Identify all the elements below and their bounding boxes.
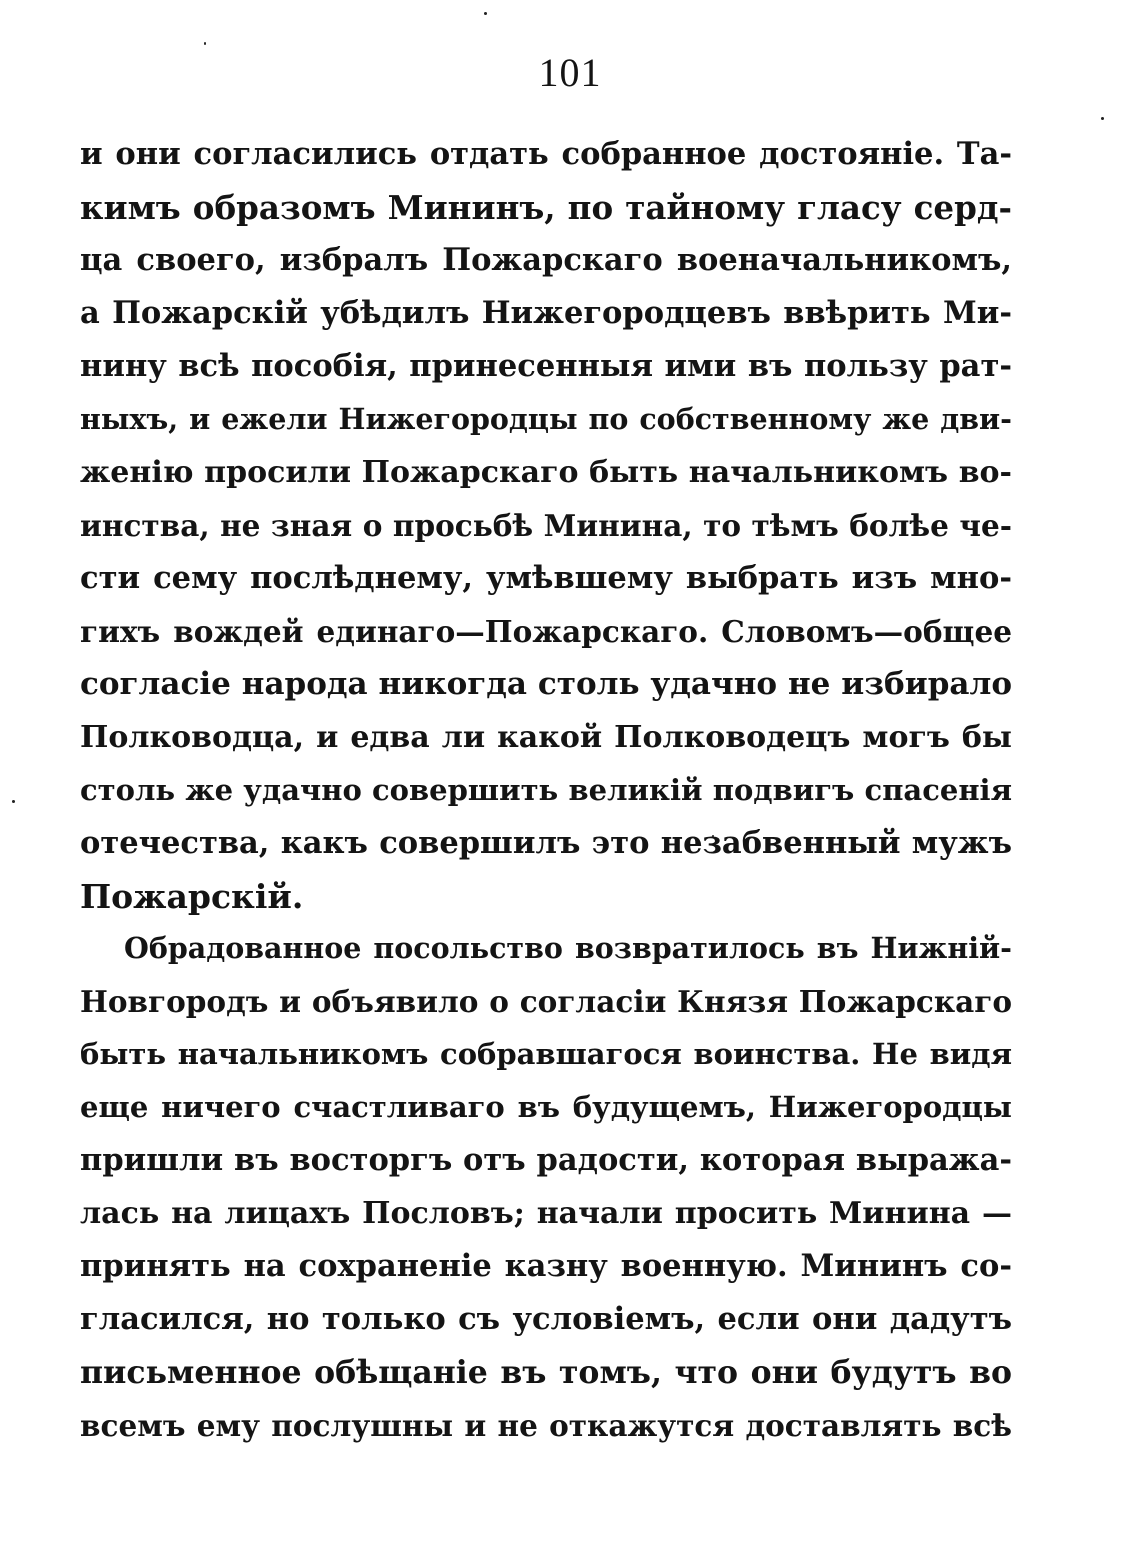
text-line: сти сему послѣднему, умѣвшему выбрать изъ мно-: [80, 560, 1012, 596]
text-line: Пожарскій.: [80, 877, 304, 916]
text-line: а Пожарскій убѣдилъ Нижегородцевъ ввѣрить Ми-: [80, 295, 1012, 331]
text-line: письменное обѣщаніе въ томъ, что они будутъ во: [80, 1354, 1012, 1391]
text-line: лась на лицахъ Пословъ; начали просить Минина —: [80, 1196, 1012, 1231]
text-line: инства, не зная о просьбѣ Минина, то тѣмъ болѣе че-: [80, 508, 1012, 543]
text-line: женію просили Пожарскаго быть начальникомъ во-: [80, 455, 1012, 490]
text-line: и они согласились отдать собранное достояніе. Та-: [80, 136, 1012, 172]
text-line: всемъ ему послушны и не откажутся доставлять всѣ: [80, 1408, 1012, 1443]
print-speck: [1101, 117, 1104, 120]
text-line: нину всѣ пособія, принесенныя ими въ пользу рат-: [80, 348, 1012, 384]
text-line: ца своего, избралъ Пожарскаго военачальникомъ,: [80, 242, 1012, 278]
print-speck: [204, 42, 206, 45]
page-number: 101: [538, 50, 602, 95]
paragraph-1: [80, 128, 1012, 923]
text-line: ныхъ, и ежели Нижегородцы по собственному же дви-: [80, 402, 1012, 436]
text-line: столь же удачно совершить великій подвигъ спасенія: [80, 773, 1012, 807]
text-line: отечества, какъ совершилъ это незабвенный мужъ: [80, 825, 1012, 861]
text-line: кимъ образомъ Мининъ, по тайному гласу серд-: [80, 188, 1012, 227]
text-line: гласился, но только съ условіемъ, если они дадутъ: [80, 1301, 1012, 1337]
text-line: пришли въ восторгъ отъ радости, которая выража-: [80, 1142, 1012, 1178]
text-line: гихъ вождей единаго—Пожарскаго. Словомъ—общее: [80, 614, 1012, 649]
text-line: Полководца, и едва ли какой Полководецъ могъ бы: [80, 720, 1012, 755]
text-line: быть начальникомъ собравшагося воинства. Не видя: [80, 1037, 1012, 1071]
print-speck: [484, 12, 487, 15]
text-line: принять на сохраненіе казну военную. Мининъ со-: [80, 1248, 1012, 1284]
text-line: еще ничего счастливаго въ будущемъ, Нижегородцы: [80, 1090, 1012, 1124]
text-line: согласіе народа никогда столь удачно не избирало: [80, 666, 1012, 702]
text-line: Новгородъ и объявило о согласіи Князя Пожарскаго: [80, 984, 1012, 1019]
print-speck: [12, 800, 15, 803]
paragraph-2: [80, 922, 1012, 1452]
text-line: Обрадованное посольство возвратилось въ Нижній-: [124, 931, 1012, 965]
